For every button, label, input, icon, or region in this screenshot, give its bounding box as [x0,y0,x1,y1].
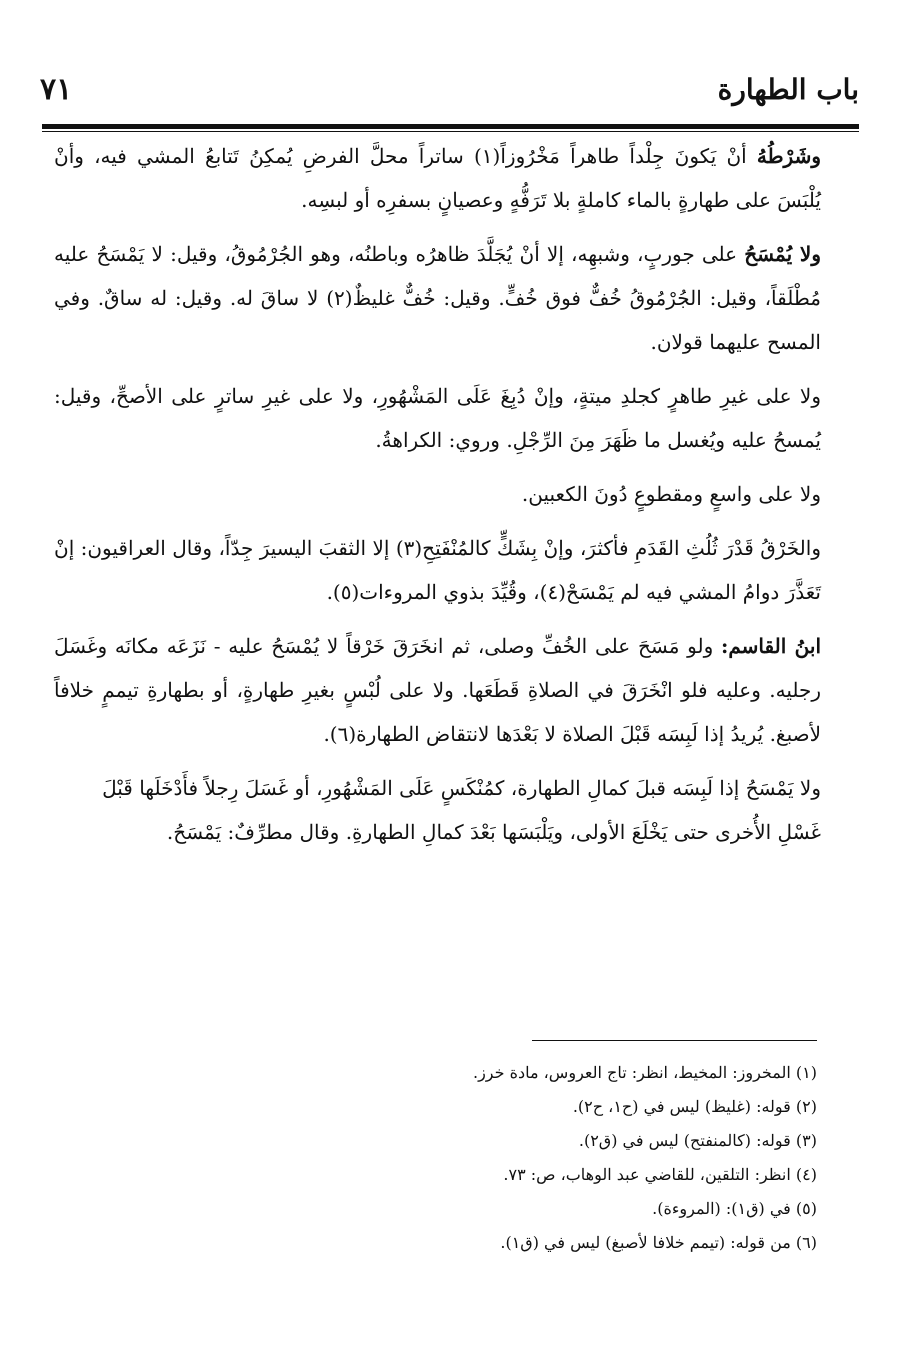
paragraph [54,472,821,516]
footnote-separator [532,1040,817,1041]
paragraph-text: على جوربٍ، وشبهِه، إلا أنْ يُجَلَّدَ ظاهرُه وباطنُه، وهو الجُرْمُوقُ، وقيل: لا يَمْسَحُ عليه مُطْلَقاً، وقيل: الجُرْمُوقُ خُفٌّ فوق خُفٍّ. وقيل: خُفٌّ غليظٌ(٢) لا ساقَ له. وقيل: له ساقٌ. وفي المسح عليهما قولان. [54,242,822,354]
footnote: (٦) من قوله: (تيمم خلافا لأصبغ) ليس في (ق١). [500,1233,817,1252]
paragraph-lead: ابنُ القاسم: [720,634,821,658]
paragraph [54,134,821,222]
paragraph-lead: ولا يُمْسَحُ [744,242,821,266]
footnote: (٣) قوله: (كالمنفتح) ليس في (ق٢). [578,1131,817,1150]
paragraph-text: ولا يَمْسَحُ إذا لَبِسَه قبلَ كمالِ الطهارة، كمُنْكَسٍ عَلَى المَشْهُورِ، أو غَسَلَ رِجلاً فأَدْخَلَها قَبْلَ غَسْلِ الأُخرى حتى يَخْلَعَ الأولى، ويَلْبَسَها بَعْدَ كمالِ الطهارةِ. وقال مطرِّفٌ: يَمْسَحُ. [102,776,821,844]
paragraph [54,624,821,756]
header-rule-thin [42,131,859,132]
paragraph [54,374,821,462]
page-number: ٧١ [40,72,73,107]
footnote: (١) المخروز: المخيط، انظر: تاج العروس، مادة خرز. [472,1063,817,1082]
footnote: (٢) قوله: (غليظ) ليس في (ح١، ح٢). [572,1097,817,1116]
paragraph-text: ولا على غيرِ طاهرٍ كجلدِ ميتةٍ، وإنْ دُبِغَ عَلَى المَشْهُورِ، ولا على غيرِ ساترٍ على الأصحِّ، وقيل: يُمسحُ عليه ويُغسل ما ظَهَرَ مِنَ الرِّجْلِ. وروي: الكراهةُ. [54,384,821,452]
footnote: (٤) انظر: التلقين، للقاضي عبد الوهاب، ص: ٧٣. [503,1165,817,1184]
page-header [40,70,859,120]
paragraph [54,526,821,614]
footnote: (٥) في (ق١): (المروءة). [652,1199,817,1218]
paragraph [54,232,821,364]
paragraph-text: أنْ يَكونَ جِلْداً طاهراً مَخْرُوزاً(١) ساتراً محلَّ الفرضِ يُمكِنُ تَتابعُ المشي فيه، وأنْ يُلْبَسَ على طهارةٍ بالماء كاملةٍ بلا تَرَفُّهٍ وعصيانٍ بسفرِه أو لبسِه. [54,144,821,212]
main-text [54,134,821,854]
paragraph-lead: وشَرْطُهُ [756,144,821,168]
running-title: باب الطهارة [717,73,859,106]
paragraph-text: والخَرْقُ قَدْرَ ثُلُثِ القَدَمِ فأكثرَ، وإنْ بِشَكٍّ كالمُنْفَتِحِ(٣) إلا الثقبَ اليسيرَ جِدّاً، وقال العراقيون: إنْ تَعَذَّرَ دوامُ المشي فيه لم يَمْسَحْ(٤)، وقُيِّدَ بذوي المروءات(٥). [54,536,821,604]
paragraph [54,766,821,854]
paragraph-text: ولو مَسَحَ على الخُفِّ وصلى، ثم انخَرَقَ خَرْقاً لا يُمْسَحُ عليه - نَزَعَه مكانَه وغَسَلَ رجليه. وعليه فلو انْخَرَقَ في الصلاةِ قَطَعَها. ولا على لُبْسٍ بغيرِ طهارةٍ، أو بطهارةِ تيممٍ خلافاً لأصبغ. يُريدُ إذا لَبِسَه قَبْلَ الصلاة لا بَعْدَها لانتقاض الطهارة(٦). [54,634,821,746]
paragraph-text: ولا على واسعٍ ومقطوعٍ دُونَ الكعبين. [521,482,821,506]
footnotes [297,1056,817,1260]
header-rule-thick [42,124,859,129]
